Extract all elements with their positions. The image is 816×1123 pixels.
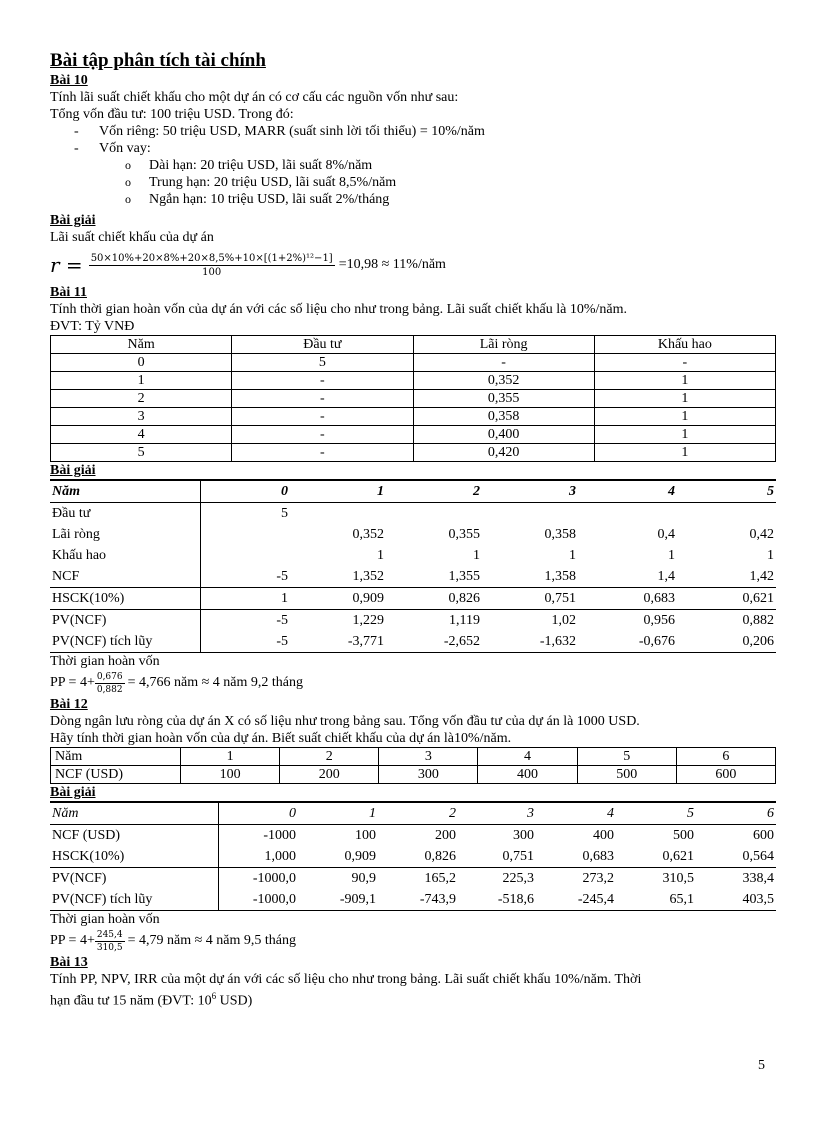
table-row: [50, 825, 776, 847]
table-cell: -: [413, 354, 594, 372]
table-header-cell: 2: [378, 802, 458, 825]
b10-solution-heading: Bài giải: [50, 213, 96, 228]
table-cell: 1: [594, 372, 775, 390]
b12-line1: Dòng ngân lưu ròng của dự án X có số liệu như trong bảng sau. Tổng vốn đầu tư của dự án là 1000 USD.: [50, 714, 640, 729]
table-cell: 600: [676, 766, 775, 784]
table-header-cell: 6: [696, 802, 776, 825]
table-header-cell: 4: [578, 480, 677, 503]
table-cell: 65,1: [616, 889, 696, 911]
table-cell: 1: [594, 408, 775, 426]
table-cell: 1,000: [264, 848, 296, 864]
pp-prefix: PP = 4+: [50, 675, 95, 690]
table-cell: -5: [276, 568, 288, 584]
table-cell: 0,564: [742, 848, 774, 864]
table-cell: 1: [594, 444, 775, 462]
table-cell: 1: [668, 547, 675, 563]
table-row: [50, 588, 776, 610]
table-header-cell: 1: [298, 802, 378, 825]
table-cell: 1: [181, 748, 280, 766]
table-row: [51, 748, 776, 766]
table-row: [50, 610, 776, 632]
table-header-cell: 5: [616, 802, 696, 825]
table-cell: 2: [280, 748, 379, 766]
pp-numerator: 0,676: [96, 671, 123, 682]
table-row: [51, 372, 776, 390]
table-header-row: [51, 336, 776, 354]
table-cell: PV(NCF) tích lũy: [50, 631, 200, 653]
table-row: [51, 408, 776, 426]
b10-line1: Tính lãi suất chiết khấu cho một dự án có cơ cấu các nguồn vốn như sau:: [50, 90, 459, 105]
table-cell: -1000,0: [218, 889, 298, 911]
table-cell: 0,358: [544, 526, 576, 542]
table-cell: 0,358: [413, 408, 594, 426]
table-header-cell: 5: [677, 480, 776, 503]
b10-line2: Tổng vốn đầu tư: 100 triệu USD. Trong đó:: [50, 107, 294, 122]
pp-result: = 4,79 năm ≈ 4 năm 9,5 tháng: [127, 933, 296, 948]
table-cell: 338,4: [696, 868, 776, 890]
table-header-cell: 0: [200, 480, 290, 503]
table-cell: PV(NCF): [50, 610, 200, 632]
table-cell: 0,352: [413, 372, 594, 390]
table-cell: -5: [200, 631, 290, 653]
table-cell: 0,42: [749, 526, 774, 542]
b11-data-table: [50, 335, 776, 462]
table-cell: 0,355: [448, 526, 480, 542]
b11-line2: ĐVT: Tỷ VNĐ: [50, 319, 135, 334]
b11-payback-formula: [50, 670, 776, 696]
table-cell: 90,9: [298, 868, 378, 890]
table-header-cell: 0: [218, 802, 298, 825]
table-cell: -0,676: [578, 631, 677, 653]
document-page: [50, 50, 776, 1010]
pp-denominator: 0,882: [96, 684, 123, 695]
table-row: [50, 868, 776, 890]
table-cell: -1000,0: [218, 868, 298, 890]
table-header-cell: 1: [290, 480, 386, 503]
table-cell: 0,206: [677, 631, 776, 653]
formula-denominator: 100: [202, 266, 222, 278]
table-row: [50, 631, 776, 653]
b11-heading: Bài 11: [50, 285, 87, 300]
pp-denominator: 310,5: [96, 942, 123, 953]
table-cell: 5: [51, 444, 232, 462]
solution-header-row: [50, 802, 776, 825]
table-header-cell: Khấu hao: [594, 336, 775, 354]
table-cell: Lãi ròng: [50, 524, 200, 545]
b13-heading: Bài 13: [50, 955, 88, 970]
table-cell: 225,3: [458, 868, 536, 890]
b10-sub2-text: Trung hạn: 20 triệu USD, lãi suất 8,5%/năm: [149, 175, 397, 190]
table-header-cell: 3: [458, 802, 536, 825]
table-cell: 6: [676, 748, 775, 766]
table-cell: Năm: [51, 748, 181, 766]
table-row: [51, 354, 776, 372]
formula-variable: r =: [50, 253, 83, 277]
table-cell: -: [232, 444, 413, 462]
b10-solution-line: Lãi suất chiết khấu của dự án: [50, 230, 214, 245]
table-cell: [386, 503, 482, 525]
table-row: [50, 524, 776, 545]
table-cell: 1,352: [352, 568, 384, 584]
table-cell: -1000: [263, 827, 296, 843]
table-cell: 300: [379, 766, 478, 784]
table-header-cell: Lãi ròng: [413, 336, 594, 354]
b10-sub1-text: Dài hạn: 20 triệu USD, lãi suất 8%/năm: [149, 158, 373, 173]
b12-line2: Hãy tính thời gian hoàn vốn của dự án. Biết suất chiết khấu của dự án là10%/năm.: [50, 731, 512, 746]
table-cell: PV(NCF) tích lũy: [50, 889, 218, 911]
table-cell: 2: [51, 390, 232, 408]
table-cell: 1,02: [482, 610, 578, 632]
pp-prefix: PP = 4+: [50, 933, 95, 948]
pp-fraction: [95, 930, 125, 953]
b12-data-table: [50, 747, 776, 784]
table-cell: NCF (USD): [51, 766, 181, 784]
table-cell: 1: [569, 547, 576, 563]
table-cell: 500: [673, 827, 694, 843]
table-cell: 0,355: [413, 390, 594, 408]
table-cell: -245,4: [536, 889, 616, 911]
table-cell: -: [594, 354, 775, 372]
table-cell: 0,683: [578, 588, 677, 610]
table-cell: 0,751: [502, 848, 534, 864]
table-cell: 4: [478, 748, 577, 766]
table-cell: 100: [181, 766, 280, 784]
table-cell: 3: [51, 408, 232, 426]
formula-result: =10,98 ≈ 11%/năm: [338, 257, 446, 272]
table-cell: 1: [51, 372, 232, 390]
table-cell: 0,420: [413, 444, 594, 462]
b13-line2: [50, 988, 776, 1010]
table-cell: 100: [355, 827, 376, 843]
table-cell: 200: [435, 827, 456, 843]
pp-numerator: 245,4: [96, 929, 123, 940]
table-cell: 1,358: [544, 568, 576, 584]
table-row: [50, 545, 776, 566]
table-cell: 5: [577, 748, 676, 766]
table-cell: 5: [281, 505, 288, 521]
table-cell: -743,9: [378, 889, 458, 911]
table-cell: [578, 503, 677, 525]
table-cell: 165,2: [378, 868, 458, 890]
table-cell: 400: [593, 827, 614, 843]
b10-sub1: o Dài hạn: 20 triệu USD, lãi suất 8%/năm: [125, 158, 373, 173]
table-cell: 1: [767, 547, 774, 563]
table-cell: [677, 503, 776, 525]
table-cell: -3,771: [290, 631, 386, 653]
b13-line2-post: USD): [216, 993, 253, 1009]
page-number: 5: [758, 1058, 765, 1073]
b10-sub3: o Ngắn hạn: 10 triệu USD, lãi suất 2%/tháng: [125, 192, 390, 207]
table-cell: 0,751: [482, 588, 578, 610]
table-cell: 1: [200, 588, 290, 610]
table-cell: 0,352: [352, 526, 384, 542]
b10-item2: - Vốn vay:: [74, 141, 151, 156]
table-cell: 0,909: [290, 588, 386, 610]
b11-solution-table: [50, 479, 776, 653]
solution-header-row: [50, 480, 776, 503]
table-cell: 1: [594, 390, 775, 408]
b12-payback-label: Thời gian hoàn vốn: [50, 912, 160, 927]
table-cell: 200: [280, 766, 379, 784]
table-row: [51, 766, 776, 784]
table-cell: 1: [377, 547, 384, 563]
table-cell: [200, 545, 290, 566]
table-cell: Đầu tư: [50, 503, 200, 525]
table-cell: 300: [513, 827, 534, 843]
table-cell: 403,5: [696, 889, 776, 911]
table-cell: 0,400: [413, 426, 594, 444]
table-header-cell: Đầu tư: [232, 336, 413, 354]
table-cell: 1,355: [448, 568, 480, 584]
table-cell: 1: [594, 426, 775, 444]
table-cell: -518,6: [458, 889, 536, 911]
table-cell: 5: [232, 354, 413, 372]
b10-heading: Bài 10: [50, 73, 88, 88]
b10-item1: - Vốn riêng: 50 triệu USD, MARR (suất sinh lời tối thiểu) = 10%/năm: [74, 124, 485, 139]
table-cell: PV(NCF): [50, 868, 218, 890]
b12-solution-heading: Bài giải: [50, 785, 96, 800]
table-row: [51, 426, 776, 444]
table-cell: 0,621: [662, 848, 694, 864]
table-row: [51, 390, 776, 408]
table-cell: [290, 503, 386, 525]
table-cell: 0,683: [582, 848, 614, 864]
table-cell: 0,826: [386, 588, 482, 610]
b12-solution-table: [50, 801, 776, 911]
table-cell: NCF: [50, 566, 200, 588]
table-header-cell: Năm: [51, 336, 232, 354]
table-header-cell: Năm: [50, 802, 218, 825]
table-cell: Khấu hao: [50, 545, 200, 566]
table-header-cell: 4: [536, 802, 616, 825]
pp-result: = 4,766 năm ≈ 4 năm 9,2 tháng: [127, 675, 303, 690]
table-cell: 0,909: [344, 848, 376, 864]
table-cell: -: [232, 426, 413, 444]
table-cell: 0,621: [677, 588, 776, 610]
table-row: [50, 503, 776, 525]
table-header-cell: 3: [482, 480, 578, 503]
formula-fraction: [89, 253, 335, 278]
table-cell: -: [232, 372, 413, 390]
table-cell: -: [232, 390, 413, 408]
table-row: [50, 846, 776, 868]
table-cell: NCF (USD): [50, 825, 218, 847]
table-cell: [482, 503, 578, 525]
b10-formula: [50, 246, 776, 284]
table-cell: HSCK(10%): [50, 588, 200, 610]
page-title: Bài tập phân tích tài chính: [50, 50, 266, 71]
table-cell: 500: [577, 766, 676, 784]
b13-line2-pre: hạn đầu tư 15 năm (ĐVT: 10: [50, 993, 212, 1009]
b10-item1-text: Vốn riêng: 50 triệu USD, MARR (suất sinh lời tối thiểu) = 10%/năm: [99, 124, 485, 139]
table-cell: HSCK(10%): [50, 846, 218, 868]
formula-numerator: 50×10%+20×8%+20×8,5%+10×[(1+2%)¹²−1]: [90, 252, 333, 264]
table-cell: 0: [51, 354, 232, 372]
table-cell: 3: [379, 748, 478, 766]
table-cell: 400: [478, 766, 577, 784]
table-header-cell: Năm: [50, 480, 200, 503]
table-header-cell: 2: [386, 480, 482, 503]
table-cell: -: [232, 408, 413, 426]
b12-payback-formula: [50, 928, 776, 954]
table-cell: -909,1: [298, 889, 378, 911]
b11-payback-label: Thời gian hoàn vốn: [50, 654, 160, 669]
table-cell: 600: [753, 827, 774, 843]
table-cell: 310,5: [616, 868, 696, 890]
table-cell: 1: [473, 547, 480, 563]
b13-line1: Tính PP, NPV, IRR của một dự án với các số liệu cho như trong bảng. Lãi suất chiết khấu 10%/năm. Thời: [50, 972, 642, 987]
table-cell: 1,42: [749, 568, 774, 584]
table-cell: 0,826: [424, 848, 456, 864]
table-cell: -5: [200, 610, 290, 632]
b11-line1: Tính thời gian hoàn vốn của dự án với các số liệu cho như trong bảng. Lãi suất chiết khấu là 10%/năm.: [50, 302, 628, 317]
table-cell: 1,4: [657, 568, 675, 584]
table-cell: 1,229: [290, 610, 386, 632]
table-cell: 4: [51, 426, 232, 444]
table-row: [50, 566, 776, 588]
b10-item2-text: Vốn vay:: [99, 141, 151, 156]
table-cell: 273,2: [536, 868, 616, 890]
table-cell: [200, 524, 290, 545]
table-cell: 0,882: [677, 610, 776, 632]
table-row: [51, 444, 776, 462]
table-cell: -2,652: [386, 631, 482, 653]
b10-sub3-text: Ngắn hạn: 10 triệu USD, lãi suất 2%/tháng: [149, 192, 390, 207]
b12-heading: Bài 12: [50, 697, 88, 712]
table-row: [50, 889, 776, 911]
b13-line2-sup: 6: [211, 991, 217, 1001]
table-cell: 0,956: [578, 610, 677, 632]
b10-sub2: o Trung hạn: 20 triệu USD, lãi suất 8,5%/năm: [125, 175, 397, 190]
b11-solution-heading: Bài giải: [50, 463, 96, 478]
table-cell: 1,119: [386, 610, 482, 632]
table-cell: 0,4: [657, 526, 675, 542]
pp-fraction: [95, 672, 125, 695]
table-cell: -1,632: [482, 631, 578, 653]
